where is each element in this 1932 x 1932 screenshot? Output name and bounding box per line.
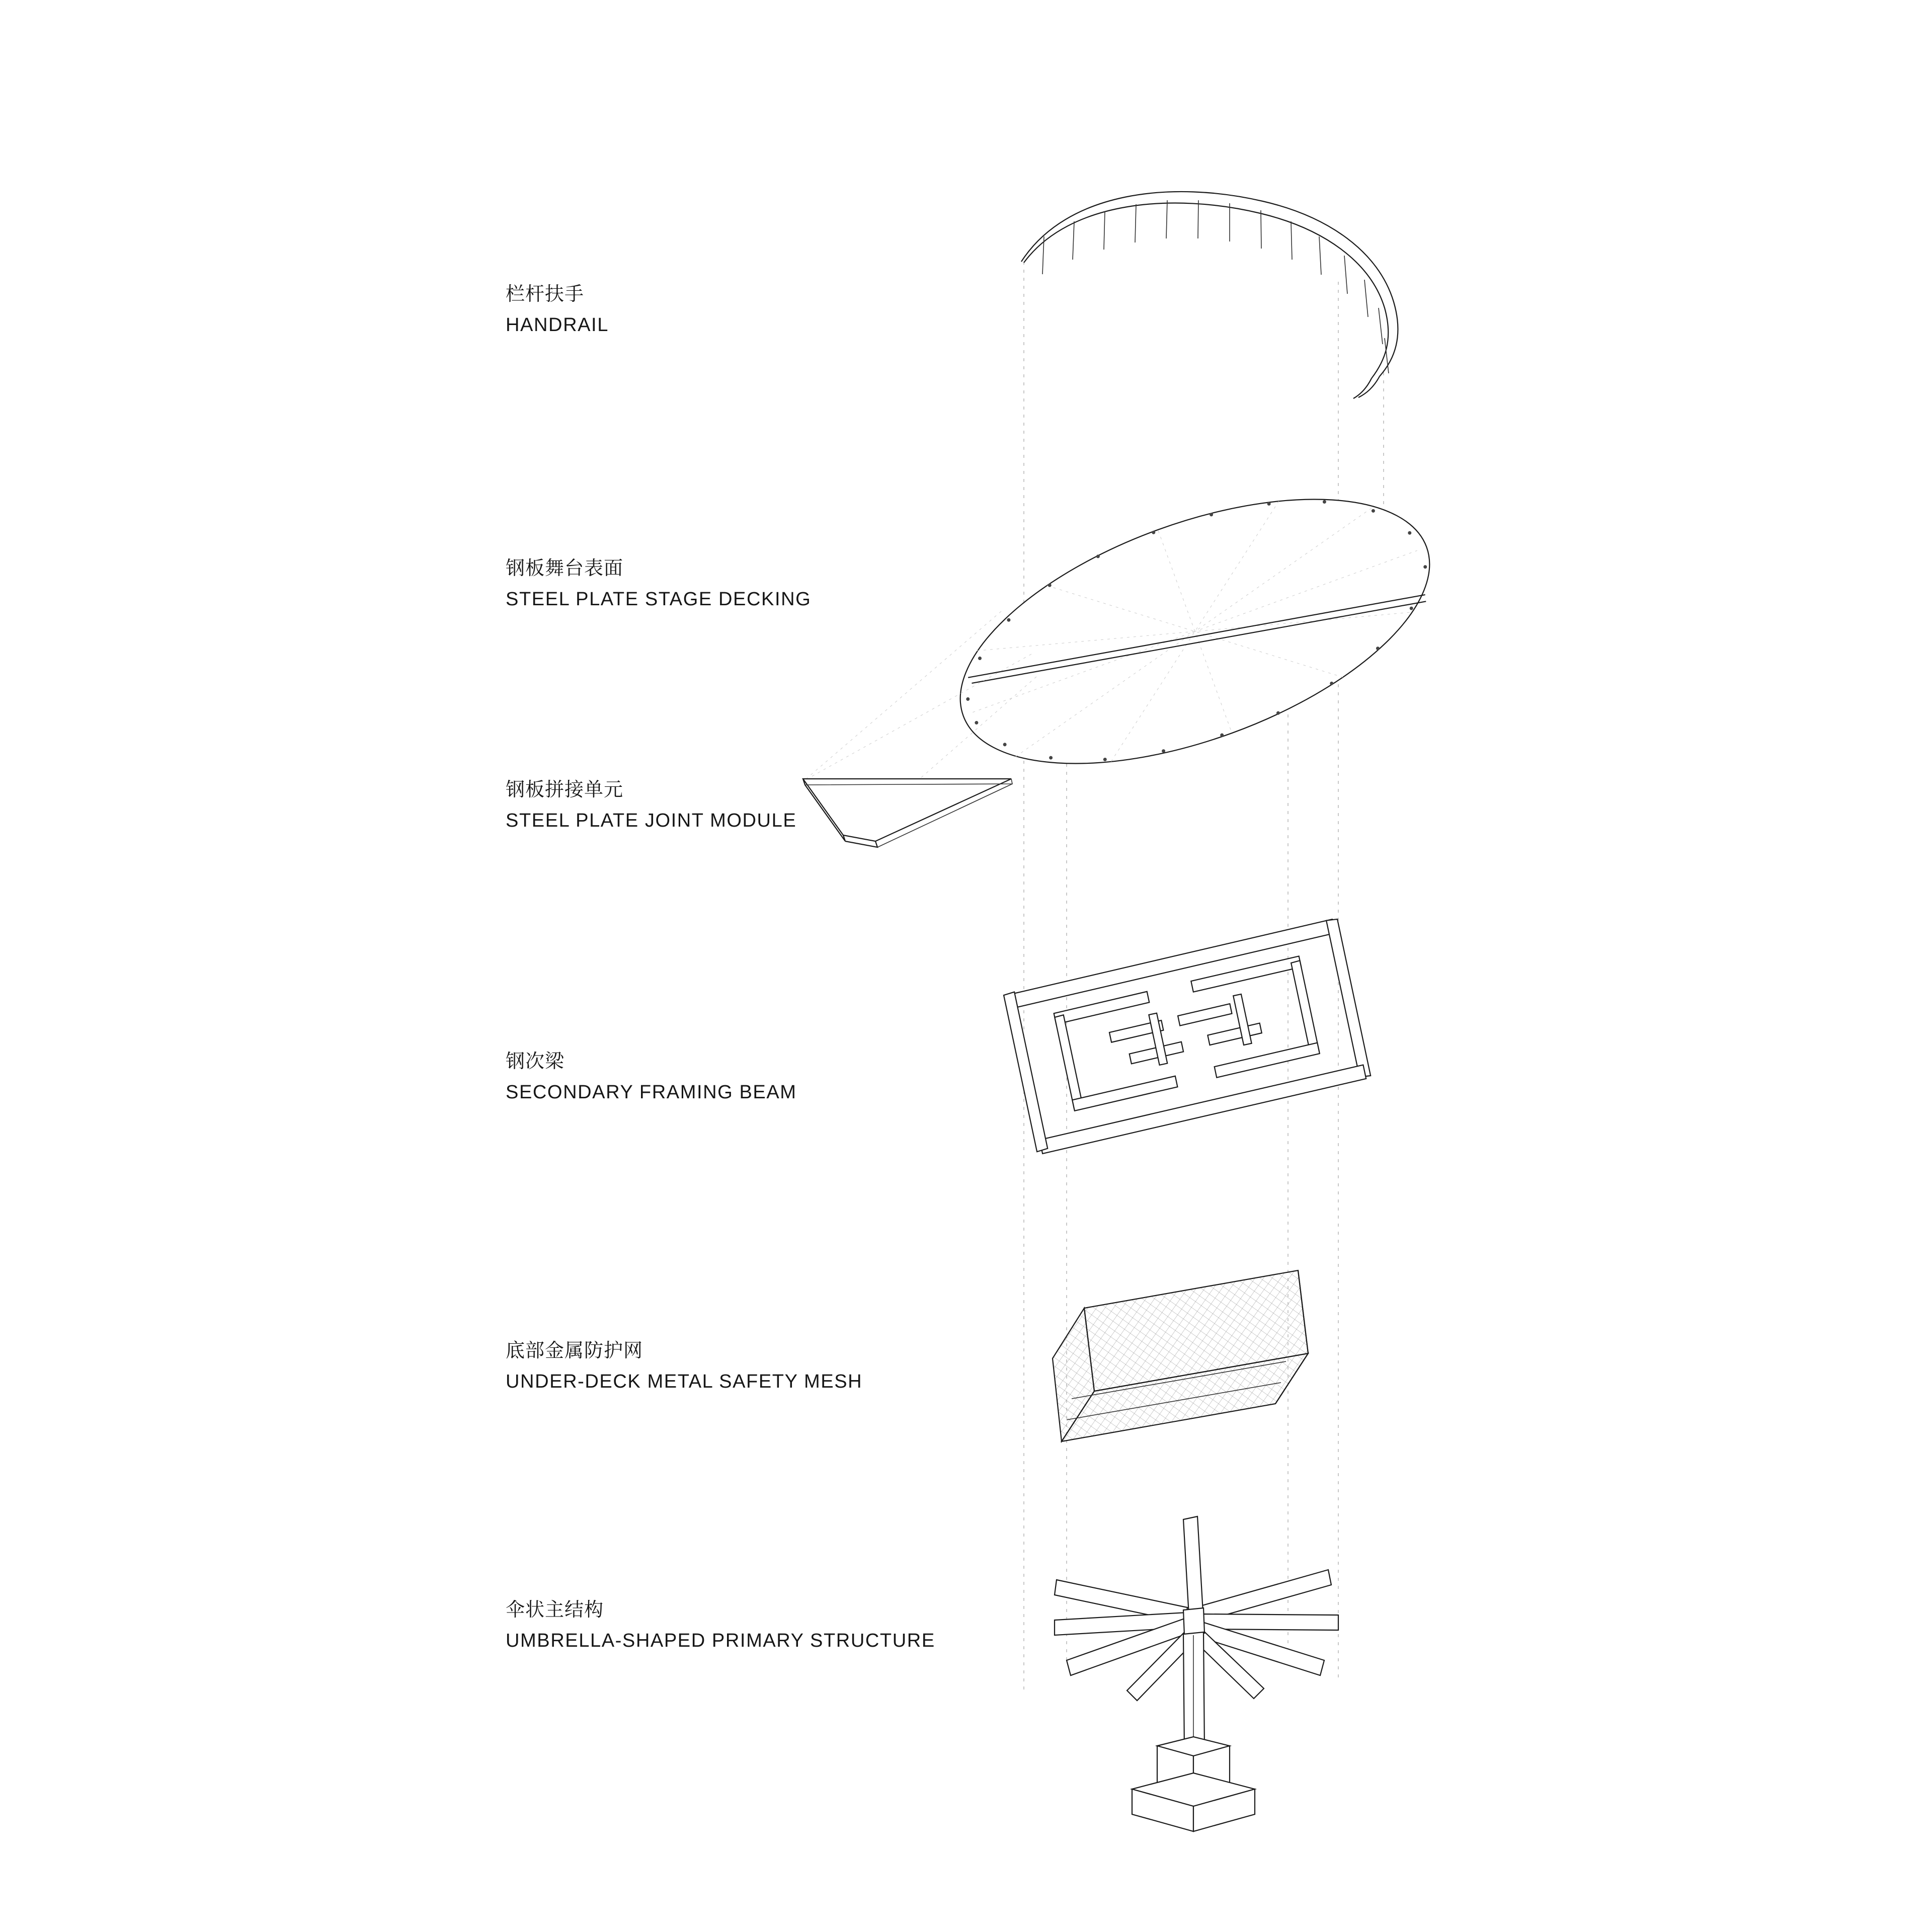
secondary-framing-beam	[1003, 918, 1373, 1155]
under-deck-metal-safety-mesh	[1053, 1270, 1308, 1441]
handrail-assembly	[1021, 192, 1398, 398]
steel-plate-joint-module	[803, 611, 1036, 847]
layer-label-handrail-cn: 栏杆扶手	[506, 284, 585, 305]
layer-label-secondary-cn: 钢次梁	[506, 1051, 565, 1072]
layer-label-handrail	[506, 282, 609, 339]
layer-label-mesh-cn: 底部金属防护网	[506, 1340, 643, 1361]
layer-label-secondary-framing-beam	[506, 1049, 797, 1106]
alignment-guides	[1024, 262, 1384, 1691]
layer-label-secondary-en: SECONDARY FRAMING BEAM	[506, 1082, 797, 1103]
layer-label-mesh-en: UNDER-DECK METAL SAFETY MESH	[506, 1371, 863, 1393]
layer-label-joint-cn: 钢板拼接单元	[506, 779, 624, 800]
layer-label-steel-plate-stage-decking	[506, 556, 811, 613]
steel-plate-stage-decking	[926, 445, 1464, 818]
layer-label-primary-cn: 伞状主结构	[506, 1599, 604, 1621]
umbrella-shaped-primary-structure	[1055, 1516, 1338, 1831]
layer-label-decking-cn: 钢板舞台表面	[506, 558, 624, 579]
layer-label-joint-en: STEEL PLATE JOINT MODULE	[506, 810, 797, 832]
layer-label-umbrella-shaped-primary-structure	[506, 1597, 935, 1654]
layer-label-handrail-en: HANDRAIL	[506, 314, 609, 336]
layer-label-under-deck-metal-safety-mesh	[506, 1338, 862, 1395]
layer-label-steel-plate-joint-module	[506, 777, 796, 834]
layer-label-primary-en: UMBRELLA-SHAPED PRIMARY STRUCTURE	[506, 1630, 935, 1652]
layer-label-decking-en: STEEL PLATE STAGE DECKING	[506, 589, 812, 610]
